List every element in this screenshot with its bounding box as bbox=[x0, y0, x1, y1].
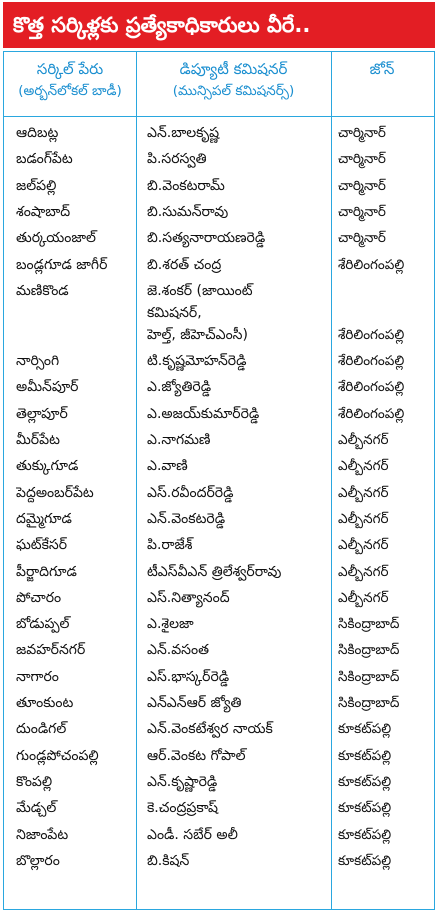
officer-line: కె.చంద్రప్రకాష్ bbox=[147, 800, 219, 817]
zone-cell: ఎల్బీనగర్ bbox=[338, 432, 389, 448]
officer-line: ఎస్.నిత్యానంద్ bbox=[147, 589, 230, 606]
header-zone bbox=[331, 52, 433, 116]
zone-cell: చార్మినార్ bbox=[338, 177, 386, 194]
circle-name-cell: బండ్లగూడ జాగీర్ bbox=[16, 256, 108, 273]
officer-line: ఎన్.వెంకటేశ్వర నాయక్ bbox=[147, 721, 273, 738]
officers-table bbox=[3, 51, 435, 910]
circle-name-cell: గుండ్లపోచంపల్లి bbox=[16, 747, 99, 764]
zone-cell: సికింద్రాబాద్ bbox=[338, 668, 400, 685]
circle-name-cell: బడంగ్‌పేట bbox=[16, 151, 73, 168]
zone-cell: శేరిలింగంపల్లి bbox=[338, 256, 405, 273]
officer-line: కమిషనర్, bbox=[147, 304, 202, 321]
officer-line: బి.శరత్ చంద్ర bbox=[147, 256, 222, 273]
officer-line: బి.కిషన్ bbox=[147, 852, 190, 869]
officer-cell bbox=[147, 227, 331, 249]
zone-cell: చార్మినార్ bbox=[338, 230, 386, 247]
officer-cell bbox=[147, 639, 331, 661]
circle-name-cell: నార్సింగి bbox=[16, 353, 60, 370]
officer-cell bbox=[147, 745, 331, 767]
circle-name-cell: బొల్లారం bbox=[16, 852, 60, 869]
officer-line: బి.సుమన్‌రావు bbox=[147, 203, 229, 220]
officer-cell bbox=[147, 122, 331, 144]
officer-cell bbox=[147, 824, 331, 846]
officer-line: జె.శంకర్ (జాయింట్ bbox=[147, 282, 253, 299]
officer-cell bbox=[147, 692, 331, 714]
officer-line: హెల్త్, జీహెచ్‌ఎంసీ) bbox=[147, 326, 248, 343]
zone-cell: సికింద్రాబాద్ bbox=[338, 642, 400, 659]
header-deputy-commissioner-label: డిప్యూటీ కమిషనర్ bbox=[179, 60, 288, 78]
officer-line: ఎ.నాగమణి bbox=[147, 432, 211, 448]
officer-line: ఎస్.రవీందర్‌రెడ్డి bbox=[147, 484, 234, 501]
zone-cell: శేరిలింగంపల్లి bbox=[338, 326, 405, 343]
circle-name-cell: దుండిగల్ bbox=[16, 721, 67, 738]
zone-cell: ఎల్బీనగర్ bbox=[338, 484, 389, 501]
zone-cell: ఎల్బీనగర్ bbox=[338, 537, 389, 554]
officer-line: పి.రాజేశ్ bbox=[147, 537, 193, 554]
zone-cell: కూకట్‌పల్లి bbox=[338, 852, 392, 869]
officer-line: ఎస్.భాస్కర్‌రెడ్డి bbox=[147, 668, 230, 685]
page-title: కొత్త సర్కిళ్లకు ప్రత్యేకాధికారులు వీరే.. bbox=[3, 2, 435, 48]
circle-name-cell: కొంపల్లి bbox=[16, 773, 53, 790]
officer-cell bbox=[147, 403, 331, 425]
circle-name-cell: తెల్లాపూర్ bbox=[16, 405, 68, 422]
officer-line: ఎ.జ్యోతిరెడ్డి bbox=[147, 379, 212, 396]
officer-cell bbox=[147, 482, 331, 504]
officer-cell bbox=[147, 561, 331, 583]
officer-cell bbox=[147, 850, 331, 872]
officer-cell bbox=[147, 175, 331, 197]
circle-name-cell: శంషాబాద్ bbox=[16, 203, 71, 220]
table-header bbox=[4, 52, 434, 116]
circle-name-cell: ఆదిబట్ల bbox=[16, 125, 59, 141]
zone-cell: చార్మినార్ bbox=[338, 125, 386, 141]
officer-cell bbox=[147, 148, 331, 170]
officer-cell bbox=[147, 429, 331, 451]
officer-line: పి.సరస్వతి bbox=[147, 151, 207, 168]
officer-line: ఎన్.వెంకటరెడ్డి bbox=[147, 510, 226, 527]
officer-line: ఎన్.వసంత bbox=[147, 642, 210, 659]
circle-name-cell: మణికొండ bbox=[16, 282, 69, 299]
header-deputy-commissioner bbox=[136, 52, 331, 116]
header-circle-name bbox=[4, 52, 136, 116]
officer-line: ఆర్.వెంకట గోపాల్ bbox=[147, 747, 246, 764]
officer-line: టి.కృష్ణమోహన్‌రెడ్డి bbox=[147, 353, 247, 370]
officer-cell bbox=[147, 201, 331, 223]
zone-cell: కూకట్‌పల్లి bbox=[338, 800, 392, 817]
zone-cell: శేరిలింగంపల్లి bbox=[338, 379, 405, 396]
circle-name-cell: నిజాంపేట bbox=[16, 826, 69, 843]
circle-name-cell: బోడుప్పల్ bbox=[16, 616, 70, 633]
officer-line: బి.సత్యనారాయణరెడ్డి bbox=[147, 230, 266, 247]
zone-cell: కూకట్‌పల్లి bbox=[338, 747, 392, 764]
zone-cell: చార్మినార్ bbox=[338, 203, 386, 220]
circle-name-cell: జల్‌పల్లి bbox=[16, 177, 57, 194]
circle-name-cell: పీర్జాదిగూడ bbox=[16, 563, 77, 580]
officer-cell bbox=[147, 350, 331, 372]
officer-cell bbox=[147, 587, 331, 609]
circle-name-cell: పోచారం bbox=[16, 589, 62, 606]
officer-cell bbox=[147, 254, 331, 276]
circle-name-cell: తుర్కయంజాల్ bbox=[16, 230, 96, 247]
zone-cell: కూకట్‌పల్లి bbox=[338, 773, 392, 790]
circle-name-cell: నాగారం bbox=[16, 668, 59, 685]
officer-line: ఎ.అజయ్‌కుమార్‌రెడ్డి bbox=[147, 405, 260, 422]
officer-line: ఎన్.కృష్ణారెడ్డి bbox=[147, 773, 218, 790]
header-circle-name-label: సర్కిల్ పేరు bbox=[36, 60, 104, 78]
header-circle-name-sub: (అర్బన్‌లోకల్ బాడీ) bbox=[18, 83, 122, 99]
officer-cell bbox=[147, 455, 331, 477]
officer-cell bbox=[147, 718, 331, 740]
circle-name-cell: జవహర్‌నగర్ bbox=[16, 642, 86, 659]
officer-cell bbox=[147, 797, 331, 819]
header-deputy-commissioner-sub: (మున్సిపల్ కమిషనర్స్) bbox=[172, 83, 295, 99]
circle-name-cell: మేడ్చల్ bbox=[16, 800, 57, 817]
circle-name-cell: అమీన్‌పూర్ bbox=[16, 379, 79, 396]
circle-name-cell: మీర్‌పేట bbox=[16, 432, 60, 448]
officer-line: ఎ.వాణి bbox=[147, 458, 188, 475]
officer-cell bbox=[147, 280, 331, 346]
officer-line: ఎన్.బాలకృష్ణ bbox=[147, 125, 220, 141]
officer-line: బి.వెంకటరామ్ bbox=[147, 177, 225, 194]
zone-cell: కూకట్‌పల్లి bbox=[338, 826, 392, 843]
officer-cell bbox=[147, 666, 331, 688]
officer-line: ఎన్ఎన్ఆర్ జ్యోతి bbox=[147, 695, 242, 711]
officer-cell bbox=[147, 508, 331, 530]
officer-line: ఎండీ. సబేర్ అలీ bbox=[147, 826, 238, 843]
circle-name-cell: పెద్దఅంబర్‌పేట bbox=[16, 484, 94, 501]
officer-cell bbox=[147, 613, 331, 635]
header-zone-label: జోన్ bbox=[369, 60, 395, 78]
officer-line: టీఎస్‌వీఎన్ త్రిలేశ్వర్‌రావు bbox=[147, 563, 282, 580]
officer-line: ఎ.శైలజా bbox=[147, 616, 194, 633]
zone-cell: శేరిలింగంపల్లి bbox=[338, 405, 405, 422]
circle-name-cell: తూంకుంట bbox=[16, 695, 74, 711]
zone-cell: సికింద్రాబాద్ bbox=[338, 616, 400, 633]
circle-name-cell: తుక్కుగూడ bbox=[16, 458, 79, 475]
zone-cell: ఎల్బీనగర్ bbox=[338, 510, 389, 527]
zone-cell: చార్మినార్ bbox=[338, 151, 386, 168]
officer-cell bbox=[147, 534, 331, 556]
header-divider bbox=[4, 116, 434, 117]
zone-cell: సికింద్రాబాద్ bbox=[338, 695, 400, 711]
officer-cell bbox=[147, 771, 331, 793]
circle-name-cell: ఘట్‌కేసర్ bbox=[16, 537, 68, 554]
zone-cell: శేరిలింగంపల్లి bbox=[338, 353, 405, 370]
zone-cell: ఎల్బీనగర్ bbox=[338, 563, 389, 580]
column-divider-2 bbox=[331, 52, 332, 909]
zone-cell: ఎల్బీనగర్ bbox=[338, 458, 389, 475]
zone-cell: ఎల్బీనగర్ bbox=[338, 589, 389, 606]
zone-cell: కూకట్‌పల్లి bbox=[338, 721, 392, 738]
circle-name-cell: దమ్మైగూడ bbox=[16, 510, 72, 527]
officer-cell bbox=[147, 376, 331, 398]
